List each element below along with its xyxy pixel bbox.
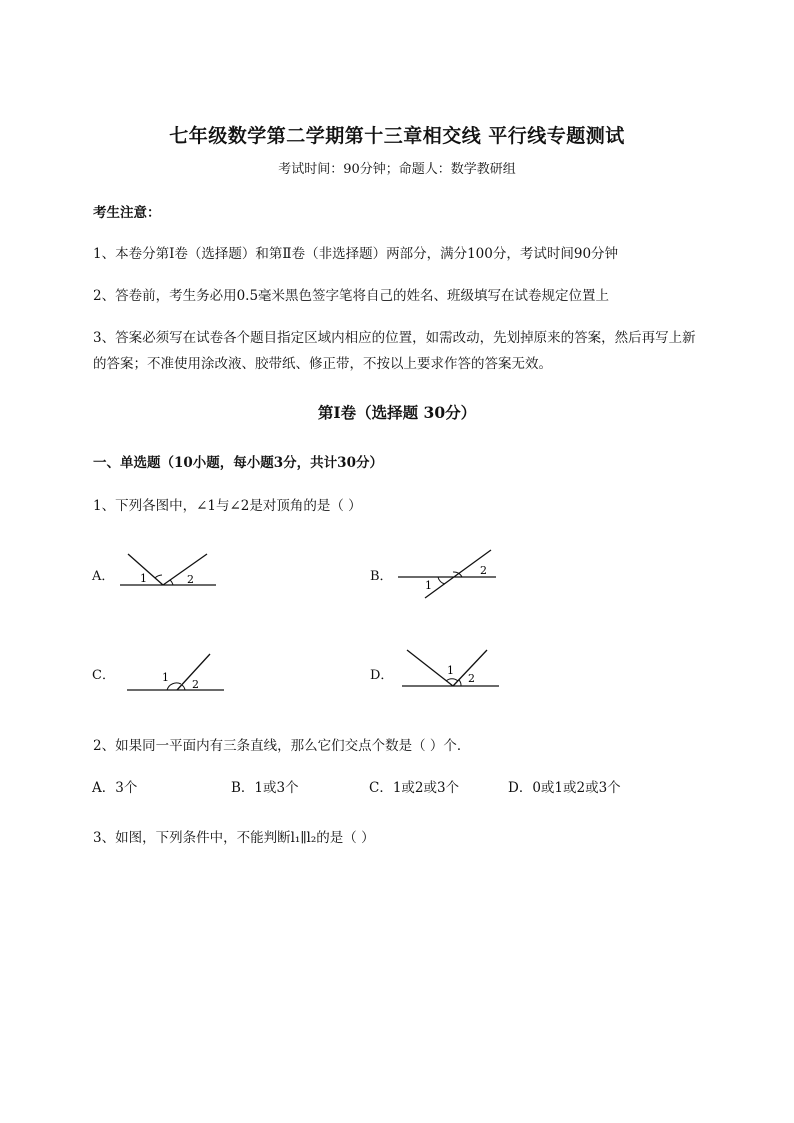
notice-item-3: 3、答案必须写在试卷各个题目指定区域内相应的位置，如需改动，先划掉原来的答案，然后再写上新 xyxy=(93,330,696,346)
notice-heading: 考生注意： xyxy=(93,205,161,221)
figure-c-label-2: 2 xyxy=(192,678,199,691)
figure-b-label-1: 1 xyxy=(425,579,432,592)
figure-c-label-1: 1 xyxy=(162,671,169,684)
q1-option-a-label[interactable]: A． xyxy=(92,569,115,584)
notice-item-2: 2、答卷前，考生务必用0.5毫米黑色签字笔将自己的姓名、班级填写在试卷规定位置上 xyxy=(93,288,610,304)
q1-option-c-label[interactable]: C． xyxy=(92,668,115,683)
q1-figure-d xyxy=(398,644,503,692)
figure-a-label-1: 1 xyxy=(140,572,147,585)
question-1-stem: 1、下列各图中，∠1与∠2是对顶角的是（ ） xyxy=(93,498,362,514)
section-title: 第I卷（选择题 30分） xyxy=(317,403,477,422)
figure-a-label-2: 2 xyxy=(187,573,194,586)
q1-option-d-label[interactable]: D． xyxy=(370,668,394,683)
figure-d-label-2: 2 xyxy=(468,672,475,685)
part-heading: 一、单选题（10小题，每小题3分，共计30分） xyxy=(93,455,383,471)
notice-item-3-cont: 的答案；不准使用涂改液、胶带纸、修正带，不按以上要求作答的答案无效。 xyxy=(93,356,552,372)
figure-d-label-1: 1 xyxy=(447,664,454,677)
q2-option-b[interactable]: B．1或3个 xyxy=(231,780,299,796)
figure-a-arc-1 xyxy=(155,575,162,578)
figure-a-right-ray xyxy=(163,554,207,585)
figure-d-arc-2 xyxy=(459,680,461,686)
figure-d-arc-1 xyxy=(446,679,458,681)
page-title: 七年级数学第二学期第十三章相交线 平行线专题测试 xyxy=(169,125,625,147)
q1-figure-a xyxy=(115,548,225,593)
q2-option-c[interactable]: C．1或2或3个 xyxy=(369,780,460,796)
figure-b-label-2: 2 xyxy=(480,564,487,577)
q2-option-a[interactable]: A．3个 xyxy=(92,780,138,796)
q2-option-d[interactable]: D．0或1或2或3个 xyxy=(508,780,621,796)
q1-option-b-label[interactable]: B． xyxy=(370,569,393,584)
q1-figure-c xyxy=(122,648,232,698)
figure-b-arc-1 xyxy=(438,577,445,584)
notice-item-1: 1、本卷分第I卷（选择题）和第Ⅱ卷（非选择题）两部分，满分100分，考试时间90分钟 xyxy=(93,246,619,262)
q1-figure-b xyxy=(393,546,503,601)
figure-c-arc-1 xyxy=(167,683,181,690)
exam-info: 考试时间：90分钟；命题人：数学教研组 xyxy=(278,162,516,177)
figure-a-arc-2 xyxy=(170,580,173,585)
question-3-stem: 3、如图，下列条件中，不能判断l₁∥l₂的是（ ） xyxy=(93,830,375,846)
figure-c-arc-2 xyxy=(182,685,185,690)
question-2-stem: 2、如果同一平面内有三条直线，那么它们交点个数是（ ）个． xyxy=(93,738,471,754)
